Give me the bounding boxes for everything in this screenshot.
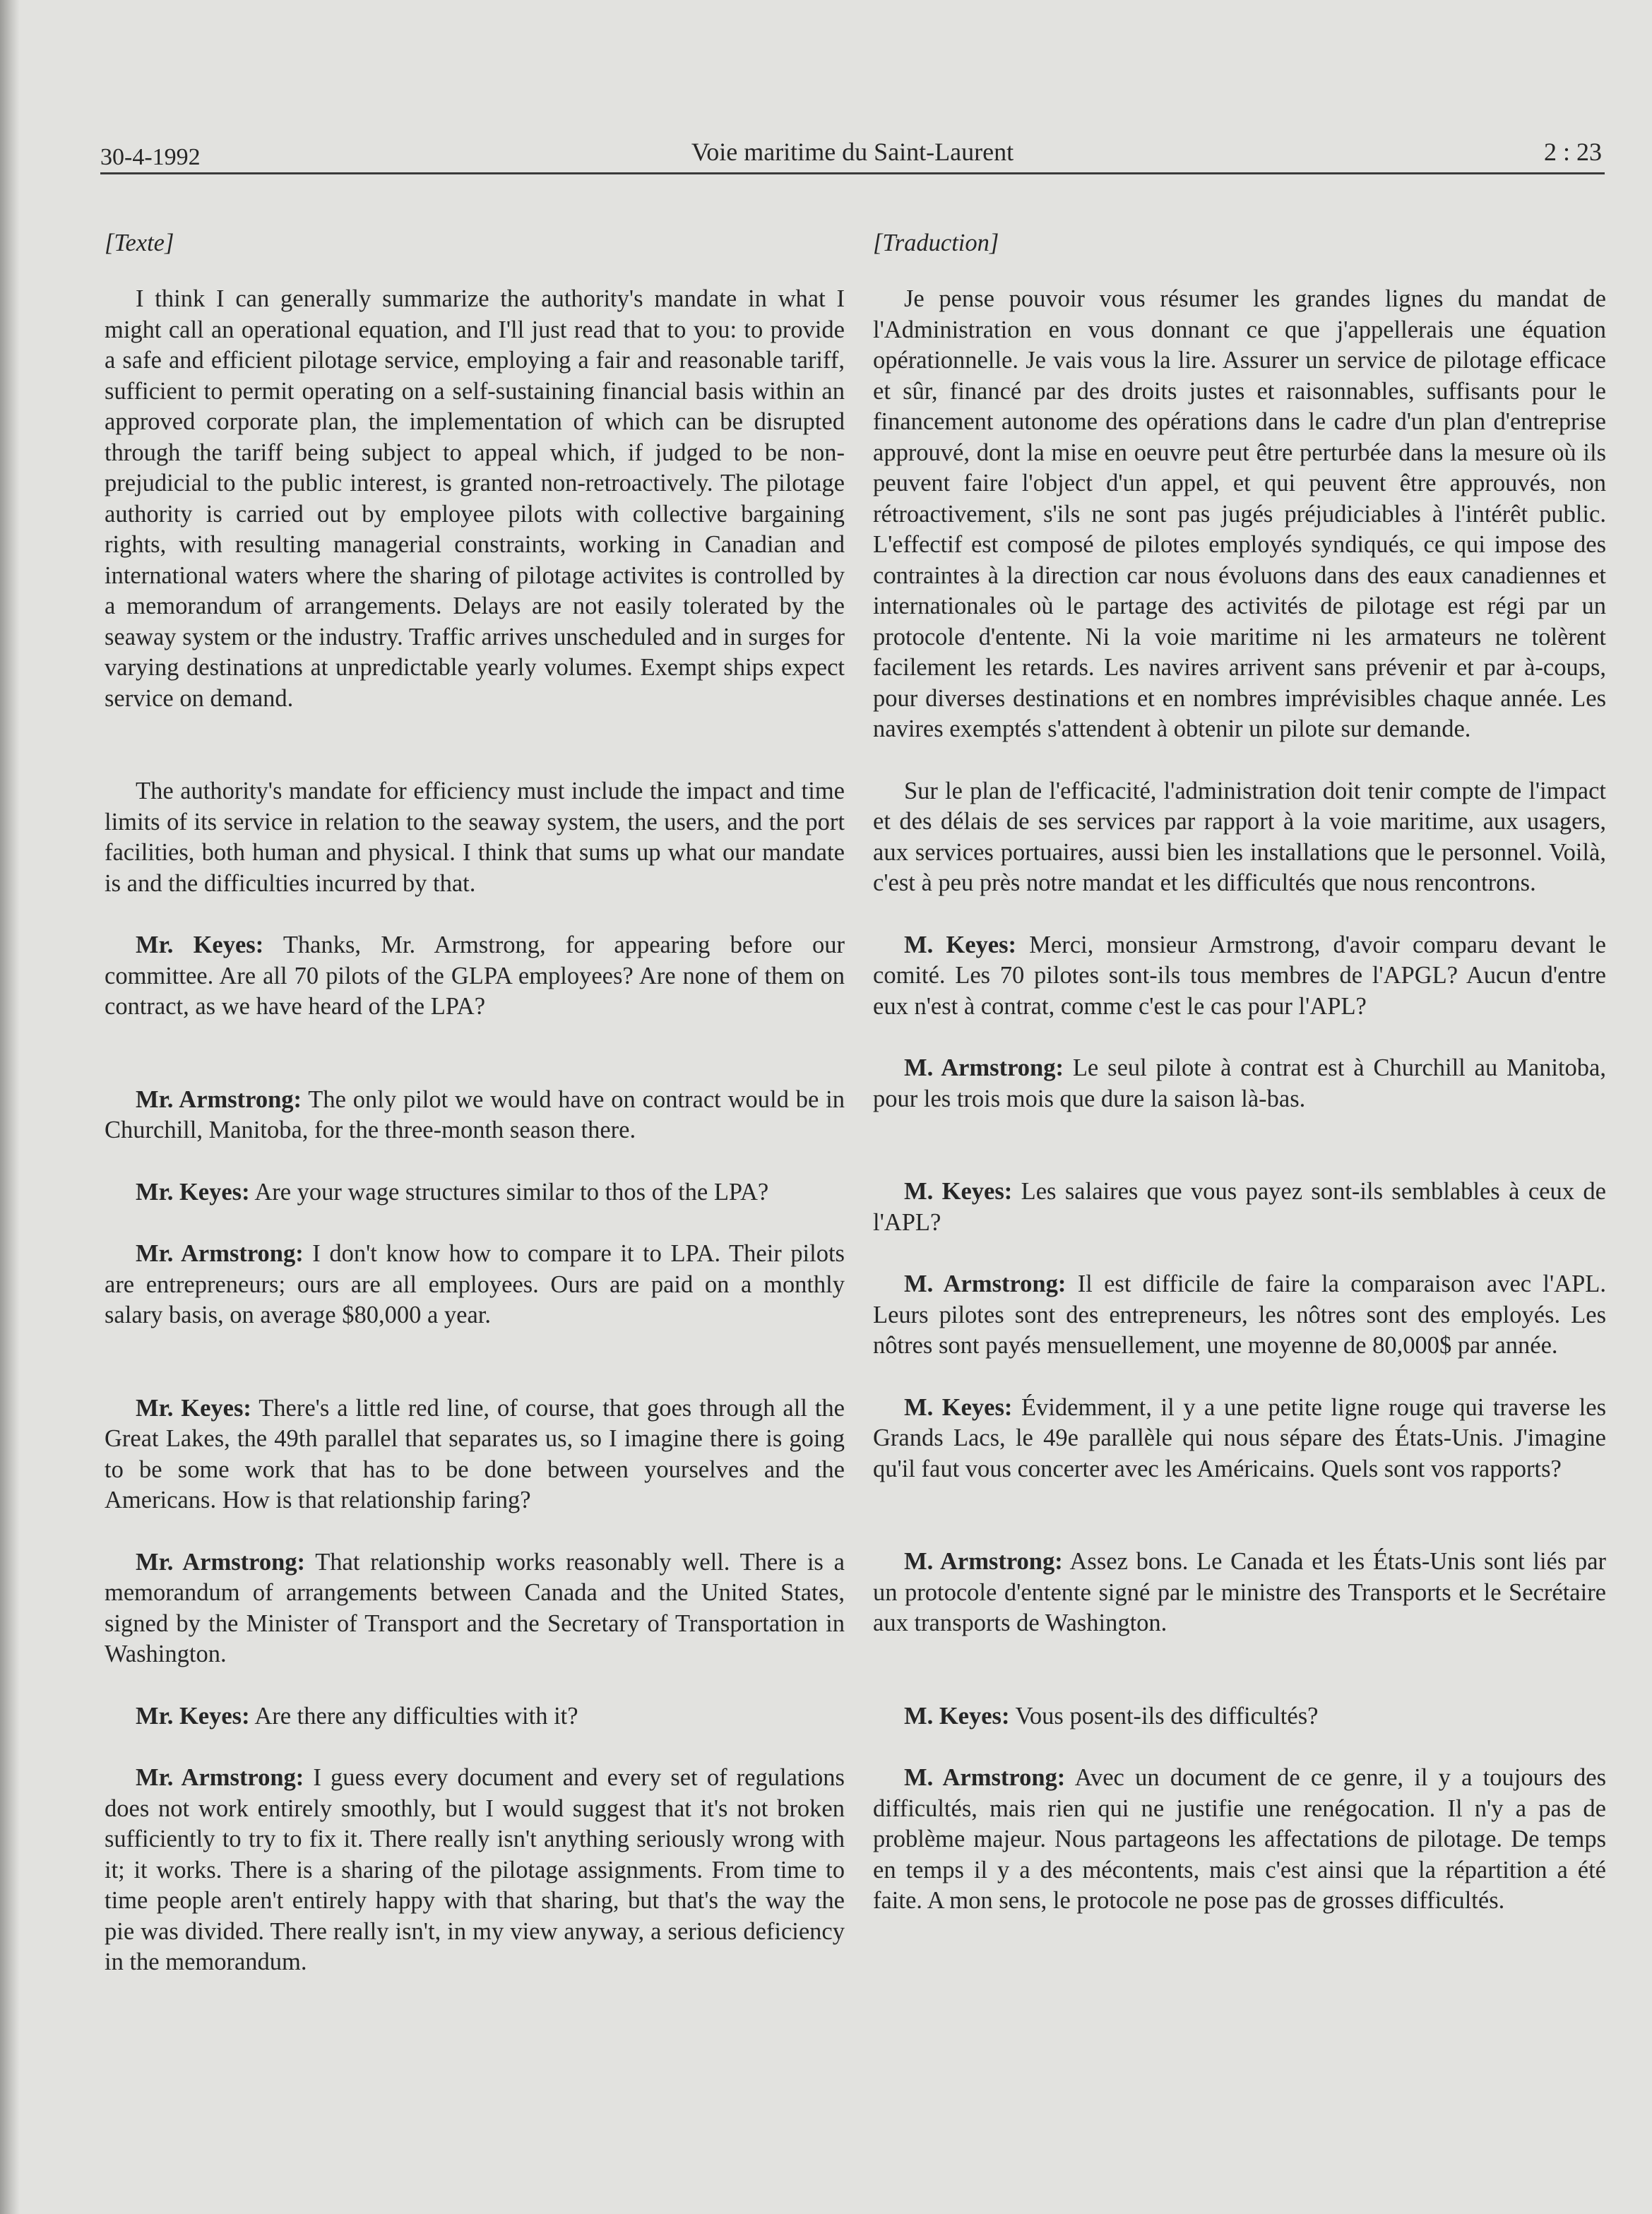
speaker-name: Mr. Armstrong: [136, 1764, 304, 1791]
speaker-name: M. Keyes: [904, 1393, 1013, 1421]
french-section-label: [Traduction] [873, 230, 999, 256]
french-paragraph [873, 1547, 1606, 1639]
paragraph-text: I guess every document and every set of regulations does not work entirely smoothly, but I would suggest that it's not broken sufficiently to try to fix it. There really isn't anything seriously wrong with it; it works. There is a sharing of the pilotage assignments. From time to time people aren't entirely happy with that sharing, but that's the way the pie was divided. There really isn't, in my view anyway, a serious deficiency in the memorandum. [105, 1764, 845, 1975]
paragraph-text: The only pilot we would have on contract would be in Churchill, Manitoba, for the three-month season there. [105, 1085, 845, 1143]
english-paragraph [105, 930, 845, 1023]
french-paragraph [873, 1269, 1606, 1362]
speaker-name: M. Armstrong: [904, 1054, 1064, 1081]
english-section-label: [Texte] [105, 230, 174, 256]
paragraph-text: Les salaires que vous payez sont-ils semblables à ceux de l'APL? [873, 1178, 1606, 1236]
speaker-name: M. Keyes: [904, 1178, 1013, 1205]
french-paragraph [873, 1763, 1606, 1917]
english-paragraph [105, 284, 845, 714]
speaker-name: M. Keyes: [904, 931, 1017, 958]
paragraph-text: Évidemment, il y a une petite ligne rouge qui traverse les Grands Lacs, le 49e parallèle qui nous sépare des États-Unis. J'imagine qu'il faut vous concerter avec les Américains. Quels sont vos rapports? [873, 1393, 1606, 1482]
page-header [100, 126, 1605, 174]
french-paragraph [873, 776, 1606, 899]
english-paragraph [105, 1547, 845, 1670]
paragraph-text: Are there any difficulties with it? [249, 1702, 578, 1730]
paragraph-text: That relationship works reasonably well. There is a memorandum of arrangements between Canada and the United States, signed by the Minister of Transport and the Secretary of Transportation in Washington. [105, 1548, 845, 1667]
speaker-name: Mr. Armstrong: [136, 1240, 304, 1267]
paragraph-text: Je pense pouvoir vous résumer les grandes lignes du mandat de l'Administration en vous donnant ce que j'appellerais une équation opérationnelle. Je vais vous la lire. Assurer un service de pilotage efficace et sûr, financé par des droits justes et raisonnables, suffisants pour le financement autonome des opérations dans le cadre d'un plan d'entreprise approuvé, dont la mise en oeuvre peut être perturbée dans la mesure où ils peuvent faire l'object d'un appel, et qui peuvent être approuvés, non rétroactivement, s'ils ne sont pas jugés préjudiciables à l'intérêt public. L'effectif est composé de pilotes employés syndiqués, ce qui impose des contraintes à la direction car nous évoluons dans des eaux canadiennes et internationales où le partage des activités de pilotage est régi par un protocole d'entente. Ni la voie maritime ni les armateurs ne tolèrent facilement les retards. Les navires arrivent sans prévenir et par à-coups, pour diverses destinations et en nombres imprévisibles chaque année. Les navires exemptés s'attendent à obtenir un pilote sur demande. [873, 285, 1606, 742]
french-paragraph [873, 284, 1606, 745]
speaker-name: Mr. Keyes: [136, 1394, 251, 1422]
english-paragraph [105, 776, 845, 899]
english-paragraph [105, 1239, 845, 1331]
paragraph-text: There's a little red line, of course, that goes through all the Great Lakes, the 49th parallel that separates us, so I imagine there is going to be some work that has to be done between yourselves and the Americans. How is that relationship faring? [105, 1394, 845, 1513]
english-paragraph [105, 1393, 845, 1516]
french-paragraph [873, 930, 1606, 1023]
paragraph-text: Vous posent-ils des difficultés? [1009, 1702, 1319, 1730]
paragraph-text: Are your wage structures similar to thos of the LPA? [249, 1178, 769, 1206]
english-paragraph [105, 1763, 845, 1978]
speaker-name: Mr. Keyes: [136, 932, 264, 958]
paragraph-text: I think I can generally summarize the authority's mandate in what I might call an operational equation, and I'll just read that to you: to provide a safe and efficient pilotage service, employing a fair and reasonable tariff, sufficient to permit operating on a self-sustaining financial basis within an approved corporate plan, the implementation of which can be disrupted through the tariff being subject to appeal which, if judged to be non-prejudicial to the public interest, is granted non-retroactively. The pilotage authority is carried out by employee pilots with collective bargaining rights, with resulting managerial constraints, working in Canadian and international waters where the sharing of pilotage activites is controlled by a memorandum of arrangements. Delays are not easily tolerated by the seaway system or the industry. Traffic arrives unscheduled and in surges for varying destinations at unpredictable yearly volumes. Exempt ships expect service on demand. [105, 285, 845, 712]
speaker-name: Mr. Armstrong: [136, 1085, 302, 1113]
french-paragraph [873, 1053, 1606, 1114]
paragraph-text: I don't know how to compare it to LPA. Their pilots are entrepreneurs; ours are all employees. Ours are paid on a monthly salary basis, on average $80,000 a year. [105, 1240, 845, 1328]
speaker-name: Mr. Keyes: [136, 1178, 250, 1206]
english-paragraph [105, 1177, 845, 1208]
paragraph-text: Assez bons. Le Canada et les États-Unis sont liés par un protocole d'entente signé par le ministre des Transports et le Secrétaire aux transports de Washington. [873, 1548, 1607, 1636]
paragraph-text: Merci, monsieur Armstrong, d'avoir comparu devant le comité. Les 70 pilotes sont-ils tous membres de l'APGL? Aucun d'entre eux n'est à contrat, comme c'est le cas pour l'APL? [873, 931, 1606, 1020]
speaker-name: Mr. Keyes: [136, 1702, 250, 1730]
binding-edge [0, 0, 20, 2214]
paragraph-text: Sur le plan de l'efficacité, l'administration doit tenir compte de l'impact et des délais de ses services par rapport à la voie maritime, aux usagers, aux services portuaires, aussi bien les installations que le personnel. Voilà, c'est à peu près notre mandat et les difficultés que nous rencontrons. [873, 777, 1606, 896]
french-paragraph [873, 1393, 1606, 1485]
header-date: 30-4-1992 [100, 144, 201, 170]
speaker-name: Mr. Armstrong: [136, 1548, 305, 1576]
header-title: Voie maritime du Saint-Laurent [691, 138, 1014, 166]
french-paragraph [873, 1177, 1606, 1238]
paragraph-text: Avec un document de ce genre, il y a toujours des difficultés, mais rien qui ne justifie une renégocation. Il n'y a pas de problème majeur. Nous partageons les affectations de pilotage. De temps en temps il y a des mécontents, mais c'est ainsi que la répartition a été faite. A mon sens, le protocole ne pose pas de grosses difficultés. [873, 1764, 1607, 1914]
speaker-name: M. Armstrong: [904, 1764, 1066, 1791]
speaker-name: M. Armstrong: [904, 1548, 1063, 1575]
speaker-name: M. Keyes: [904, 1702, 1010, 1730]
paragraph-text: Thanks, Mr. Armstrong, for appearing before our committee. Are all 70 pilots of the GLPA employees? Are none of them on contract, as we have heard of the LPA? [105, 932, 845, 1020]
header-page-number: 2 : 23 [1543, 138, 1602, 166]
speaker-name: M. Armstrong: [904, 1270, 1066, 1297]
paragraph-text: The authority's mandate for efficiency must include the impact and time limits of its service in relation to the seaway system, the users, and the port facilities, both human and physical. I think that sums up what our mandate is and the difficulties incurred by that. [105, 778, 845, 897]
french-column [873, 227, 1606, 1917]
paragraph-text: Le seul pilote à contrat est à Churchill au Manitoba, pour les trois mois que dure la saison là-bas. [873, 1054, 1606, 1112]
english-paragraph [105, 1085, 845, 1146]
paragraph-text: Il est difficile de faire la comparaison avec l'APL. Leurs pilotes sont des entrepreneurs, les nôtres sont des employés. Les nôtres sont payés mensuellement, une moyenne de 80,000$ par année. [873, 1270, 1606, 1359]
english-paragraph [105, 1701, 845, 1732]
english-column [105, 227, 845, 1978]
french-paragraph [873, 1701, 1606, 1732]
